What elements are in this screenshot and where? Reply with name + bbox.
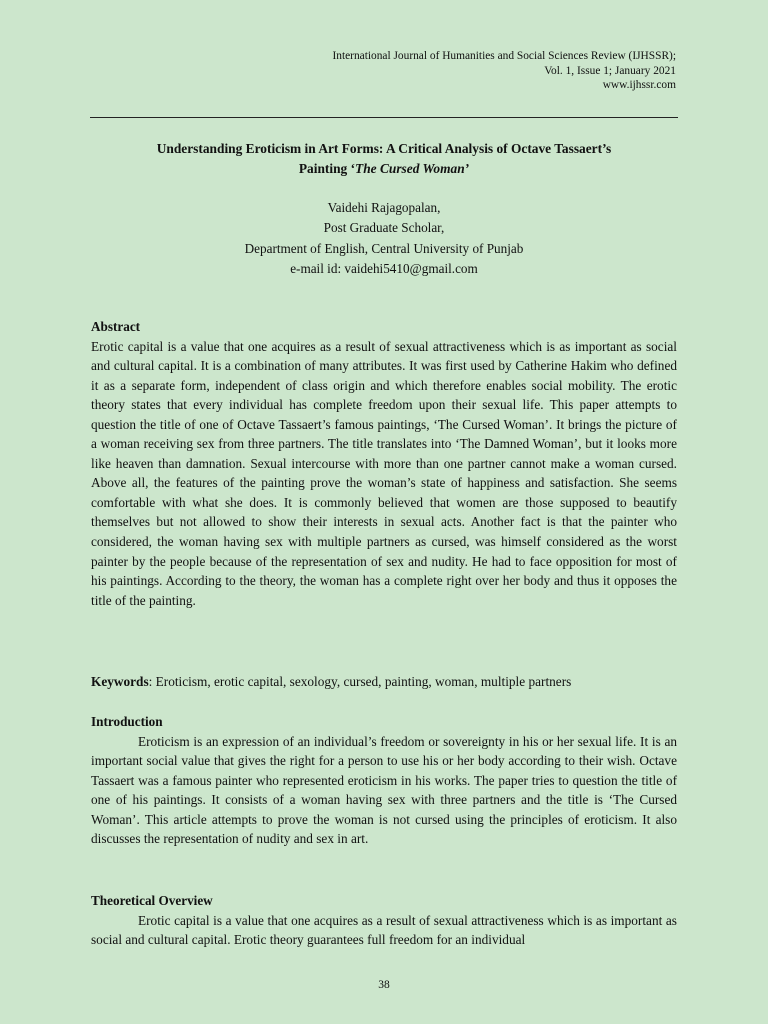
author-name: Vaidehi Rajagopalan, (327, 200, 441, 215)
introduction-text: Eroticism is an expression of an individual’s freedom or sovereignty in his or her sexual life. It is an important social value that gives the right for a person to use his or her body according to their wish. Octave Tassaert was a famous painter who represented eroticism in his works. The paper tries to question the title of one of his paintings. It consists of a woman having sex with three partners and the title is ‘The Cursed Woman’. This article attempts to prove the woman is not cursed using the principles of eroticism. It also discusses the representation of nudity and sex in art. (91, 733, 677, 847)
title-line-1: Understanding Eroticism in Art Forms: A Critical Analysis of Octave Tassaert’s (156, 141, 612, 156)
title-line-2-prefix: Painting ‘ (298, 161, 356, 176)
author-position: Post Graduate Scholar, (323, 220, 445, 236)
author-block (90, 198, 678, 280)
journal-name: International Journal of Humanities and Social Sciences Review (IJHSSR); (332, 50, 676, 62)
introduction-heading: Introduction (91, 714, 163, 729)
journal-header (332, 49, 676, 93)
theoretical-overview-section (91, 891, 677, 950)
keywords-text: : Eroticism, erotic capital, sexology, cursed, painting, woman, multiple partners (148, 674, 572, 689)
header-divider (90, 117, 678, 118)
painting-name: The Cursed Woman’ (355, 161, 470, 176)
page-number: 38 (378, 979, 390, 991)
author-department: Department of English, Central University of Punjab (244, 240, 524, 256)
journal-issue: Vol. 1, Issue 1; January 2021 (544, 64, 676, 77)
abstract-section (91, 317, 677, 610)
abstract-heading: Abstract (91, 319, 141, 334)
author-email: e-mail id: vaidehi5410@gmail.com (290, 261, 478, 277)
keywords-label: Keywords (91, 674, 149, 689)
theoretical-overview-heading: Theoretical Overview (91, 893, 213, 908)
introduction-section (91, 712, 677, 849)
abstract-text: Erotic capital is a value that one acquires as a result of sexual attractiveness which is as important as social and cultural capital. It is a combination of many attributes. It was first used by Catherine Hakim who defined it as a separate form, independent of class origin and which therefore enables social mobility. The erotic theory states that every individual has complete freedom upon their sexual life. This paper attempts to question the title of one of Octave Tassaert’s famous paintings, ‘The Cursed Woman’. It brings the picture of a woman receiving sex from three partners. The title translates into ‘The Damned Woman’, but it looks more like heaven than damnation. Sexual intercourse with more than one partner cannot make a woman cursed. Above all, the features of the painting prove the woman’s state of happiness and satisfaction. She seems comfortable with what she does. It is commonly believed that women are those supposed to beautify themselves but not allowed to show their interests in sexual acts. Another fact is that the painter who considered, the woman having sex with multiple partners as cursed, was himself considered as the worst painter by the people because of the representation of sex and nudity. He had to face opposition for most of his paintings. According to the theory, the woman has a complete right over her body and thus it opposes the title of the painting. (91, 338, 677, 608)
theoretical-overview-text: Erotic capital is a value that one acquires as a result of sexual attractiveness which is as important as social and cultural capital. Erotic theory guarantees full freedom for an individual (91, 912, 677, 948)
journal-url[interactable]: www.ijhssr.com (602, 79, 676, 91)
paper-title (90, 139, 678, 179)
title-line-2 (90, 159, 678, 179)
keywords-section (91, 672, 677, 692)
